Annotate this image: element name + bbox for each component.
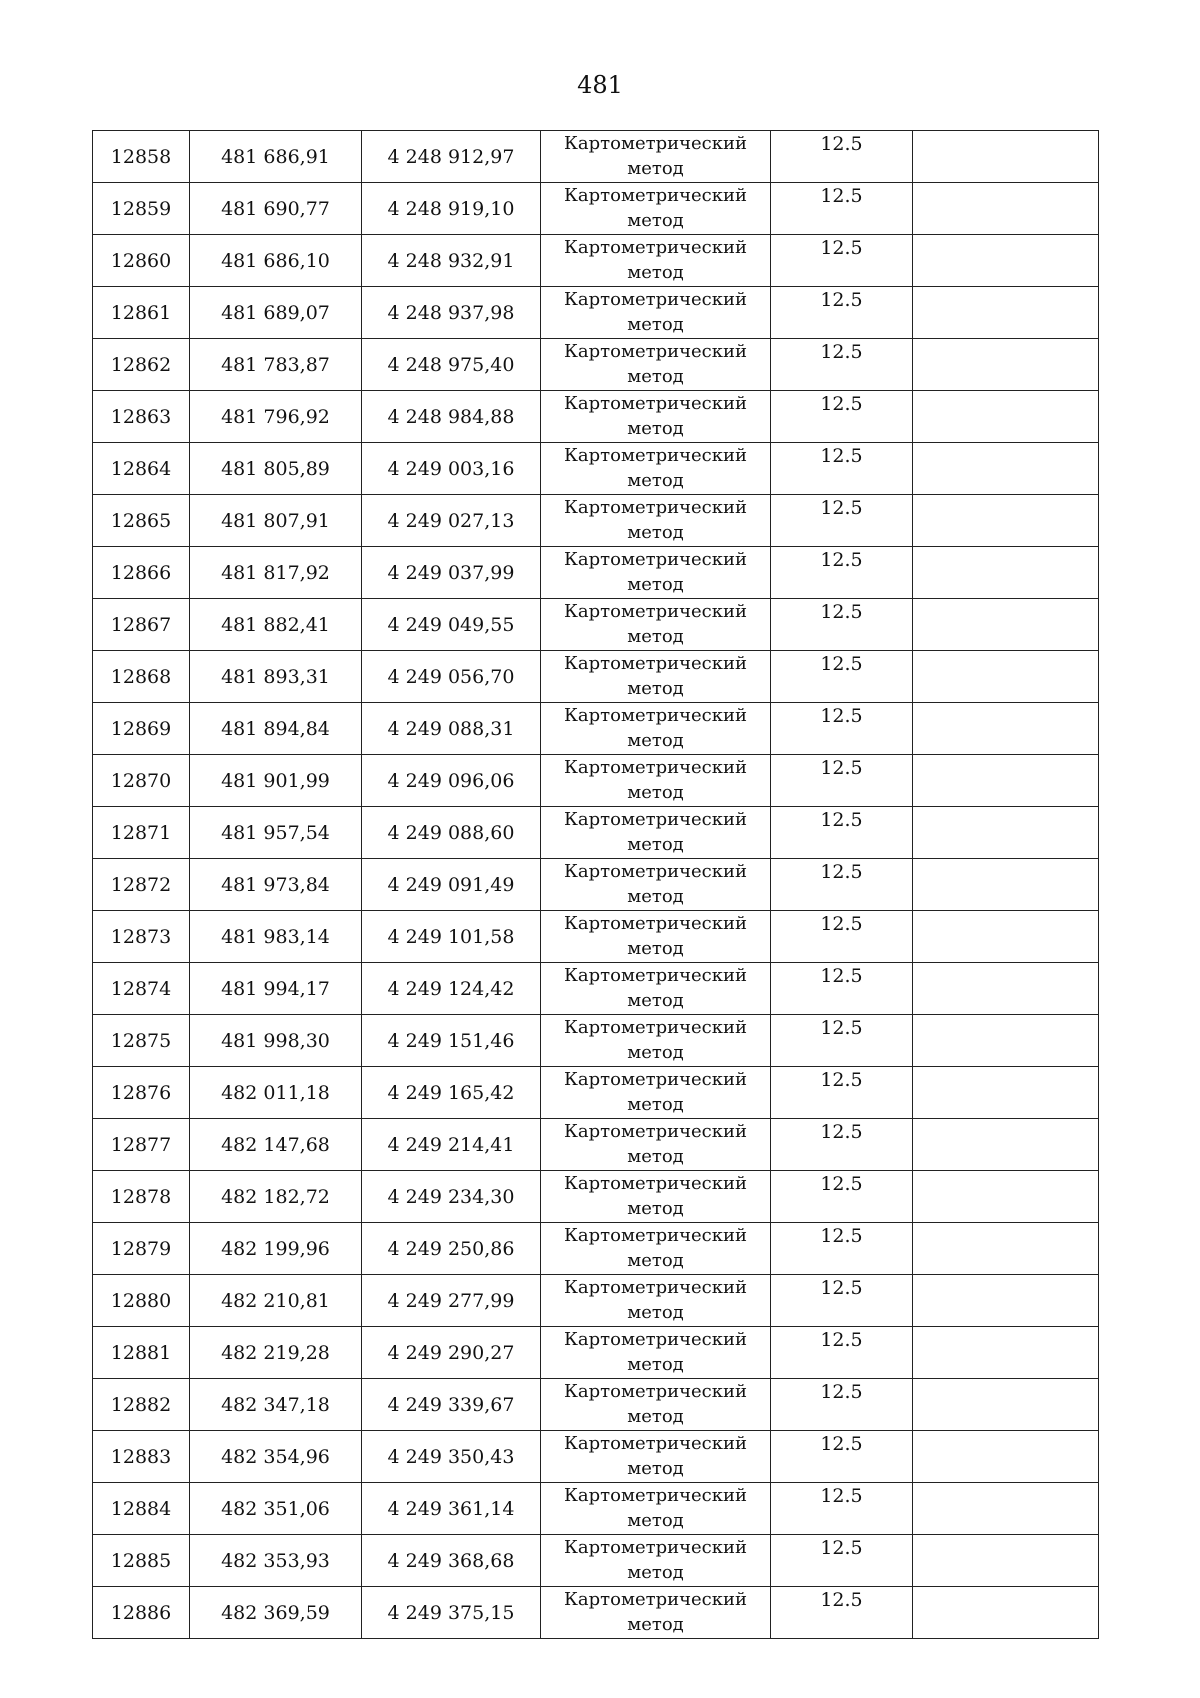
table-row — [93, 1171, 1099, 1223]
accuracy-cell: 12.5 — [771, 1119, 913, 1171]
empty-cell — [913, 1223, 1099, 1275]
table-row — [93, 1379, 1099, 1431]
method-label-line2: метод — [627, 1458, 684, 1479]
method-cell — [541, 755, 771, 807]
y-coordinate-cell: 4 248 975,40 — [362, 339, 541, 391]
method-label-line2: метод — [627, 418, 684, 439]
table-row — [93, 1327, 1099, 1379]
accuracy-cell: 12.5 — [771, 339, 913, 391]
y-coordinate-cell: 4 249 101,58 — [362, 911, 541, 963]
empty-cell — [913, 1379, 1099, 1431]
method-label-line2: метод — [627, 834, 684, 855]
empty-cell — [913, 339, 1099, 391]
point-id-cell: 12881 — [93, 1327, 190, 1379]
y-coordinate-cell: 4 249 350,43 — [362, 1431, 541, 1483]
method-cell — [541, 963, 771, 1015]
empty-cell — [913, 807, 1099, 859]
point-id-cell: 12862 — [93, 339, 190, 391]
method-label-line1: Картометрический — [564, 289, 747, 310]
method-label-line1: Картометрический — [564, 497, 747, 518]
accuracy-cell: 12.5 — [771, 1483, 913, 1535]
method-label-line1: Картометрический — [564, 445, 747, 466]
method-cell — [541, 651, 771, 703]
y-coordinate-cell: 4 249 096,06 — [362, 755, 541, 807]
x-coordinate-cell: 481 805,89 — [190, 443, 362, 495]
method-label-line2: метод — [627, 782, 684, 803]
point-id-cell: 12858 — [93, 131, 190, 183]
table-row — [93, 131, 1099, 183]
y-coordinate-cell: 4 249 250,86 — [362, 1223, 541, 1275]
empty-cell — [913, 1535, 1099, 1587]
method-label-line2: метод — [627, 1146, 684, 1167]
y-coordinate-cell: 4 249 027,13 — [362, 495, 541, 547]
point-id-cell: 12861 — [93, 287, 190, 339]
point-id-cell: 12876 — [93, 1067, 190, 1119]
point-id-cell: 12868 — [93, 651, 190, 703]
method-cell — [541, 1535, 771, 1587]
x-coordinate-cell: 481 983,14 — [190, 911, 362, 963]
point-id-cell: 12869 — [93, 703, 190, 755]
table-row — [93, 443, 1099, 495]
method-label-line2: метод — [627, 1510, 684, 1531]
y-coordinate-cell: 4 249 049,55 — [362, 599, 541, 651]
y-coordinate-cell: 4 249 088,60 — [362, 807, 541, 859]
method-label-line2: метод — [627, 262, 684, 283]
accuracy-cell: 12.5 — [771, 1067, 913, 1119]
y-coordinate-cell: 4 249 165,42 — [362, 1067, 541, 1119]
y-coordinate-cell: 4 249 214,41 — [362, 1119, 541, 1171]
point-id-cell: 12874 — [93, 963, 190, 1015]
method-label-line1: Картометрический — [564, 809, 747, 830]
accuracy-cell: 12.5 — [771, 287, 913, 339]
x-coordinate-cell: 481 686,91 — [190, 131, 362, 183]
point-id-cell: 12883 — [93, 1431, 190, 1483]
y-coordinate-cell: 4 249 056,70 — [362, 651, 541, 703]
y-coordinate-cell: 4 249 151,46 — [362, 1015, 541, 1067]
method-label-line2: метод — [627, 938, 684, 959]
point-id-cell: 12870 — [93, 755, 190, 807]
y-coordinate-cell: 4 249 339,67 — [362, 1379, 541, 1431]
accuracy-cell: 12.5 — [771, 1327, 913, 1379]
page-number: 481 — [577, 71, 623, 99]
method-label-line1: Картометрический — [564, 549, 747, 570]
method-label-line1: Картометрический — [564, 1225, 747, 1246]
accuracy-cell: 12.5 — [771, 1171, 913, 1223]
method-cell — [541, 1483, 771, 1535]
accuracy-cell: 12.5 — [771, 1223, 913, 1275]
x-coordinate-cell: 481 807,91 — [190, 495, 362, 547]
method-label-line1: Картометрический — [564, 185, 747, 206]
method-cell — [541, 547, 771, 599]
x-coordinate-cell: 481 783,87 — [190, 339, 362, 391]
method-label-line1: Картометрический — [564, 861, 747, 882]
table-row — [93, 1015, 1099, 1067]
method-cell — [541, 235, 771, 287]
accuracy-cell: 12.5 — [771, 131, 913, 183]
accuracy-cell: 12.5 — [771, 443, 913, 495]
method-cell — [541, 1275, 771, 1327]
empty-cell — [913, 547, 1099, 599]
x-coordinate-cell: 481 882,41 — [190, 599, 362, 651]
method-label-line2: метод — [627, 470, 684, 491]
x-coordinate-cell: 481 893,31 — [190, 651, 362, 703]
method-label-line1: Картометрический — [564, 1329, 747, 1350]
point-id-cell: 12886 — [93, 1587, 190, 1639]
point-id-cell: 12875 — [93, 1015, 190, 1067]
method-label-line1: Картометрический — [564, 1069, 747, 1090]
empty-cell — [913, 1015, 1099, 1067]
x-coordinate-cell: 481 686,10 — [190, 235, 362, 287]
accuracy-cell: 12.5 — [771, 183, 913, 235]
empty-cell — [913, 183, 1099, 235]
method-label-line2: метод — [627, 1302, 684, 1323]
accuracy-cell: 12.5 — [771, 1015, 913, 1067]
accuracy-cell: 12.5 — [771, 1275, 913, 1327]
x-coordinate-cell: 481 973,84 — [190, 859, 362, 911]
x-coordinate-cell: 482 182,72 — [190, 1171, 362, 1223]
y-coordinate-cell: 4 249 368,68 — [362, 1535, 541, 1587]
empty-cell — [913, 859, 1099, 911]
y-coordinate-cell: 4 249 037,99 — [362, 547, 541, 599]
empty-cell — [913, 1431, 1099, 1483]
x-coordinate-cell: 482 210,81 — [190, 1275, 362, 1327]
point-id-cell: 12880 — [93, 1275, 190, 1327]
table-row — [93, 651, 1099, 703]
x-coordinate-cell: 482 199,96 — [190, 1223, 362, 1275]
method-label-line2: метод — [627, 1250, 684, 1271]
x-coordinate-cell: 482 353,93 — [190, 1535, 362, 1587]
table-row — [93, 1535, 1099, 1587]
point-id-cell: 12866 — [93, 547, 190, 599]
table-row — [93, 287, 1099, 339]
empty-cell — [913, 599, 1099, 651]
method-label-line1: Картометрический — [564, 1381, 747, 1402]
accuracy-cell: 12.5 — [771, 755, 913, 807]
x-coordinate-cell: 482 347,18 — [190, 1379, 362, 1431]
accuracy-cell: 12.5 — [771, 1587, 913, 1639]
method-label-line2: метод — [627, 990, 684, 1011]
method-label-line1: Картометрический — [564, 133, 747, 154]
method-label-line2: метод — [627, 1094, 684, 1115]
accuracy-cell: 12.5 — [771, 859, 913, 911]
point-id-cell: 12867 — [93, 599, 190, 651]
method-label-line1: Картометрический — [564, 1589, 747, 1610]
point-id-cell: 12885 — [93, 1535, 190, 1587]
y-coordinate-cell: 4 248 919,10 — [362, 183, 541, 235]
method-label-line2: метод — [627, 574, 684, 595]
table-row — [93, 183, 1099, 235]
empty-cell — [913, 1275, 1099, 1327]
point-id-cell: 12860 — [93, 235, 190, 287]
empty-cell — [913, 495, 1099, 547]
table-row — [93, 391, 1099, 443]
method-label-line1: Картометрический — [564, 1173, 747, 1194]
method-label-line1: Картометрический — [564, 1537, 747, 1558]
method-label-line2: метод — [627, 1042, 684, 1063]
accuracy-cell: 12.5 — [771, 911, 913, 963]
method-cell — [541, 1587, 771, 1639]
y-coordinate-cell: 4 249 277,99 — [362, 1275, 541, 1327]
method-label-line2: метод — [627, 1406, 684, 1427]
point-id-cell: 12877 — [93, 1119, 190, 1171]
table-row — [93, 1431, 1099, 1483]
empty-cell — [913, 1119, 1099, 1171]
coordinates-table — [92, 130, 1099, 1639]
x-coordinate-cell: 482 354,96 — [190, 1431, 362, 1483]
method-label-line2: метод — [627, 1614, 684, 1635]
method-label-line2: метод — [627, 314, 684, 335]
table-row — [93, 859, 1099, 911]
method-label-line2: метод — [627, 1198, 684, 1219]
method-label-line1: Картометрический — [564, 341, 747, 362]
table-row — [93, 235, 1099, 287]
table-row — [93, 755, 1099, 807]
empty-cell — [913, 703, 1099, 755]
point-id-cell: 12859 — [93, 183, 190, 235]
empty-cell — [913, 131, 1099, 183]
accuracy-cell: 12.5 — [771, 651, 913, 703]
method-label-line2: метод — [627, 730, 684, 751]
y-coordinate-cell: 4 248 937,98 — [362, 287, 541, 339]
table-row — [93, 547, 1099, 599]
accuracy-cell: 12.5 — [771, 547, 913, 599]
empty-cell — [913, 911, 1099, 963]
x-coordinate-cell: 482 351,06 — [190, 1483, 362, 1535]
table-row — [93, 1223, 1099, 1275]
accuracy-cell: 12.5 — [771, 495, 913, 547]
method-cell — [541, 1119, 771, 1171]
empty-cell — [913, 651, 1099, 703]
x-coordinate-cell: 482 369,59 — [190, 1587, 362, 1639]
point-id-cell: 12879 — [93, 1223, 190, 1275]
point-id-cell: 12864 — [93, 443, 190, 495]
point-id-cell: 12882 — [93, 1379, 190, 1431]
method-label-line2: метод — [627, 522, 684, 543]
empty-cell — [913, 391, 1099, 443]
accuracy-cell: 12.5 — [771, 391, 913, 443]
table-row — [93, 1275, 1099, 1327]
y-coordinate-cell: 4 249 375,15 — [362, 1587, 541, 1639]
empty-cell — [913, 755, 1099, 807]
method-cell — [541, 183, 771, 235]
y-coordinate-cell: 4 249 003,16 — [362, 443, 541, 495]
empty-cell — [913, 1327, 1099, 1379]
method-cell — [541, 1067, 771, 1119]
x-coordinate-cell: 481 957,54 — [190, 807, 362, 859]
table-row — [93, 911, 1099, 963]
y-coordinate-cell: 4 248 984,88 — [362, 391, 541, 443]
x-coordinate-cell: 481 817,92 — [190, 547, 362, 599]
point-id-cell: 12878 — [93, 1171, 190, 1223]
accuracy-cell: 12.5 — [771, 1431, 913, 1483]
method-label-line1: Картометрический — [564, 653, 747, 674]
table-row — [93, 963, 1099, 1015]
accuracy-cell: 12.5 — [771, 1379, 913, 1431]
method-label-line1: Картометрический — [564, 757, 747, 778]
x-coordinate-cell: 481 796,92 — [190, 391, 362, 443]
empty-cell — [913, 1067, 1099, 1119]
method-cell — [541, 1431, 771, 1483]
empty-cell — [913, 963, 1099, 1015]
point-id-cell: 12873 — [93, 911, 190, 963]
x-coordinate-cell: 482 219,28 — [190, 1327, 362, 1379]
method-cell — [541, 1223, 771, 1275]
method-label-line1: Картометрический — [564, 601, 747, 622]
table-row — [93, 495, 1099, 547]
method-cell — [541, 807, 771, 859]
method-cell — [541, 391, 771, 443]
empty-cell — [913, 235, 1099, 287]
table-row — [93, 599, 1099, 651]
accuracy-cell: 12.5 — [771, 703, 913, 755]
table-row — [93, 339, 1099, 391]
point-id-cell: 12871 — [93, 807, 190, 859]
x-coordinate-cell: 481 994,17 — [190, 963, 362, 1015]
y-coordinate-cell: 4 248 932,91 — [362, 235, 541, 287]
method-label-line1: Картометрический — [564, 1121, 747, 1142]
table-row — [93, 1119, 1099, 1171]
method-cell — [541, 495, 771, 547]
x-coordinate-cell: 482 011,18 — [190, 1067, 362, 1119]
accuracy-cell: 12.5 — [771, 599, 913, 651]
method-cell — [541, 443, 771, 495]
method-cell — [541, 1015, 771, 1067]
method-label-line2: метод — [627, 626, 684, 647]
x-coordinate-cell: 481 998,30 — [190, 1015, 362, 1067]
method-cell — [541, 859, 771, 911]
accuracy-cell: 12.5 — [771, 963, 913, 1015]
method-label-line2: метод — [627, 366, 684, 387]
y-coordinate-cell: 4 249 234,30 — [362, 1171, 541, 1223]
accuracy-cell: 12.5 — [771, 1535, 913, 1587]
empty-cell — [913, 1171, 1099, 1223]
coordinates-table-body — [93, 131, 1099, 1639]
method-label-line1: Картометрический — [564, 393, 747, 414]
method-label-line1: Картометрический — [564, 1433, 747, 1454]
accuracy-cell: 12.5 — [771, 235, 913, 287]
method-label-line1: Картометрический — [564, 965, 747, 986]
point-id-cell: 12884 — [93, 1483, 190, 1535]
x-coordinate-cell: 481 894,84 — [190, 703, 362, 755]
method-label-line1: Картометрический — [564, 237, 747, 258]
method-label-line2: метод — [627, 210, 684, 231]
y-coordinate-cell: 4 249 290,27 — [362, 1327, 541, 1379]
method-label-line1: Картометрический — [564, 1485, 747, 1506]
y-coordinate-cell: 4 249 361,14 — [362, 1483, 541, 1535]
method-cell — [541, 599, 771, 651]
point-id-cell: 12863 — [93, 391, 190, 443]
accuracy-cell: 12.5 — [771, 807, 913, 859]
method-cell — [541, 131, 771, 183]
method-cell — [541, 1171, 771, 1223]
table-row — [93, 1067, 1099, 1119]
y-coordinate-cell: 4 249 091,49 — [362, 859, 541, 911]
method-cell — [541, 911, 771, 963]
empty-cell — [913, 443, 1099, 495]
method-label-line2: метод — [627, 678, 684, 699]
method-label-line1: Картометрический — [564, 1277, 747, 1298]
method-cell — [541, 1327, 771, 1379]
method-label-line1: Картометрический — [564, 705, 747, 726]
y-coordinate-cell: 4 248 912,97 — [362, 131, 541, 183]
table-row — [93, 1587, 1099, 1639]
y-coordinate-cell: 4 249 088,31 — [362, 703, 541, 755]
method-cell — [541, 287, 771, 339]
method-cell — [541, 703, 771, 755]
point-id-cell: 12865 — [93, 495, 190, 547]
method-label-line1: Картометрический — [564, 1017, 747, 1038]
table-row — [93, 703, 1099, 755]
method-cell — [541, 339, 771, 391]
x-coordinate-cell: 481 690,77 — [190, 183, 362, 235]
x-coordinate-cell: 481 901,99 — [190, 755, 362, 807]
table-row — [93, 807, 1099, 859]
x-coordinate-cell: 482 147,68 — [190, 1119, 362, 1171]
x-coordinate-cell: 481 689,07 — [190, 287, 362, 339]
empty-cell — [913, 287, 1099, 339]
method-label-line2: метод — [627, 1354, 684, 1375]
y-coordinate-cell: 4 249 124,42 — [362, 963, 541, 1015]
table-row — [93, 1483, 1099, 1535]
method-label-line1: Картометрический — [564, 913, 747, 934]
method-label-line2: метод — [627, 158, 684, 179]
method-cell — [541, 1379, 771, 1431]
empty-cell — [913, 1587, 1099, 1639]
method-label-line2: метод — [627, 1562, 684, 1583]
empty-cell — [913, 1483, 1099, 1535]
point-id-cell: 12872 — [93, 859, 190, 911]
method-label-line2: метод — [627, 886, 684, 907]
